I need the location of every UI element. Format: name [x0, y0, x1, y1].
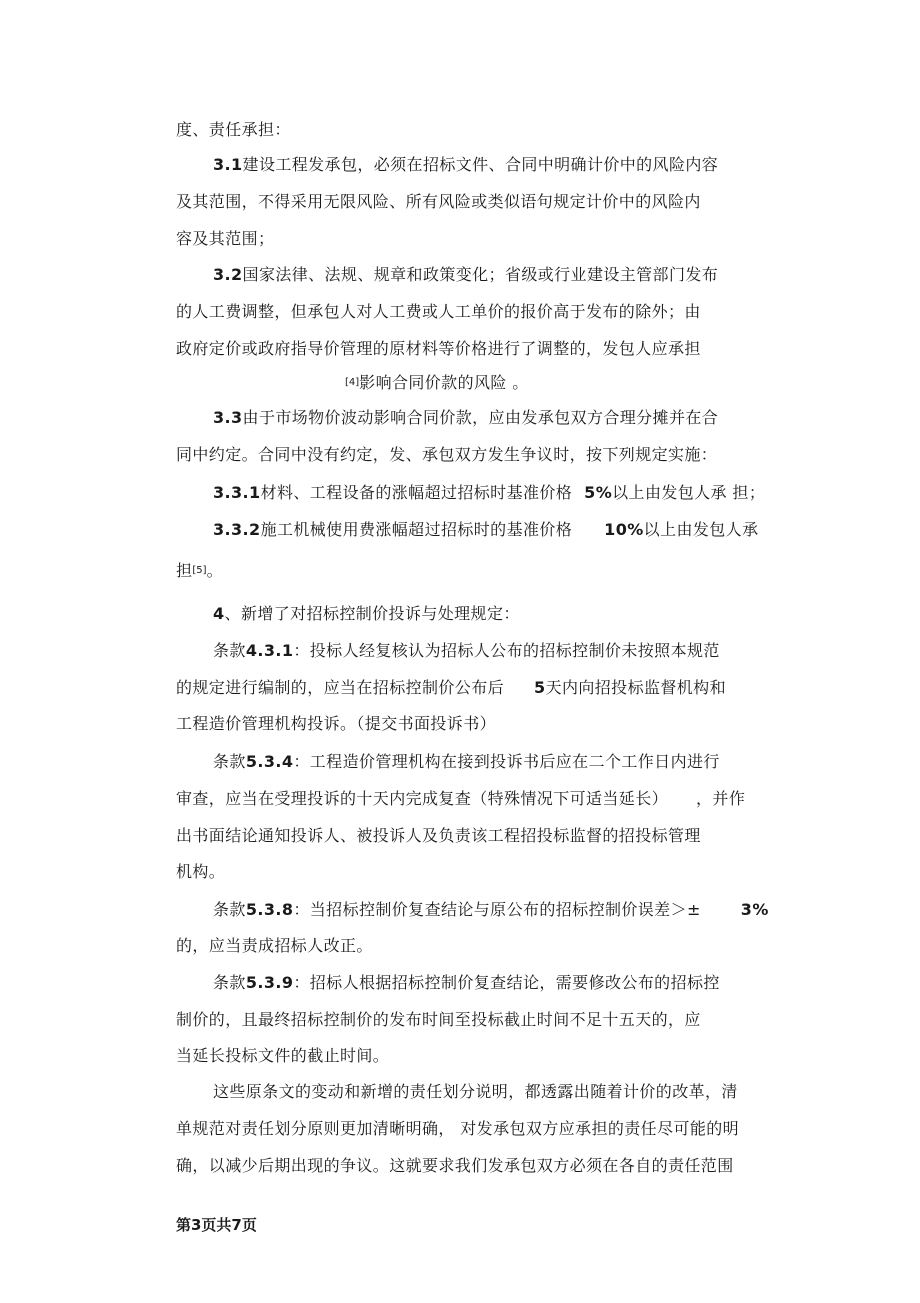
text-line [176, 714, 496, 734]
line-text: 以上由发包人承 [643, 520, 759, 539]
clause-number: 5.3.4 [245, 752, 294, 771]
line-text: 工程造价管理机构投诉。（提交书面投诉书） [176, 714, 497, 733]
page-number: 第3页共7页 [176, 1216, 257, 1234]
clause-3-2 [213, 265, 718, 285]
line-text: 的，应当责成招标人改正。 [176, 936, 373, 955]
line-text: 政府定价或政府指导价管理的原材料等价格进行了调整的，发包人应承担 [176, 339, 701, 358]
line-text: 当延长投标文件的截止时间。 [176, 1046, 390, 1065]
line-text: 单规范对责任划分原则更加清晰明确， 对发承包双方应承担的责任尽可能的明 [176, 1119, 740, 1138]
line-text: 、新增了对招标控制价投诉与处理规定： [224, 604, 520, 623]
text-line [176, 1119, 739, 1139]
text-line [176, 339, 701, 359]
line-text: 容及其范围； [176, 229, 275, 248]
reference-mark: [5] [192, 565, 207, 576]
clause-3-3-2 [213, 520, 758, 540]
text-line [176, 192, 701, 212]
line-text: ：招标人根据招标控制价复查结论，需要修改公布的招标控 [293, 973, 720, 992]
clause-number: 3.3.1 [213, 483, 261, 502]
clause-number: 3.2 [213, 265, 243, 284]
line-text: 确，以减少后期出现的争议。这就要求我们发承包双方必须在各自的责任范围 [176, 1156, 734, 1175]
clause-number: 5.3.9 [245, 973, 294, 992]
line-text: 及其范围，不得采用无限风险、所有风险或类似语句规定计价中的风险内 [176, 192, 701, 211]
line-text: 同中约定。合同中没有约定，发、承包双方发生争议时，按下列规定实施： [176, 445, 718, 464]
text-line [176, 229, 274, 249]
text-line [176, 678, 726, 698]
line-text: 的人工费调整，但承包人对人工费或人工单价的报价高于发布的除外；由 [176, 302, 701, 321]
clause-label: 条款 [213, 900, 246, 919]
text-line [213, 1082, 738, 1102]
clause-4-3-1 [213, 641, 720, 661]
line-text: 出书面结论通知投诉人、被投诉人及负责该工程招投标监督的招投标管理 [176, 826, 701, 845]
line-text: 影响合同价款的风险 。 [359, 373, 529, 392]
text-line [176, 561, 223, 581]
clause-label: 条款 [213, 641, 246, 660]
line-text: 以上由发包人承 担； [612, 483, 766, 502]
clause-number: 3.1 [213, 155, 243, 174]
line-text: 审查，应当在受理投诉的十天内完成复查（特殊情况下可适当延长） [176, 789, 661, 808]
clause-3-3 [213, 408, 718, 428]
line-text: 担 [176, 561, 193, 580]
clause-label: 条款 [213, 973, 246, 992]
percent-value: 10% [604, 520, 644, 539]
line-text: 建设工程发承包，必须在招标文件、合同中明确计价中的风险内容 [242, 155, 719, 174]
line-text: 这些原条文的变动和新增的责任划分说明，都透露出随着计价的改革，清 [213, 1082, 738, 1101]
text-line [176, 445, 717, 465]
text-line [176, 1156, 734, 1176]
clause-5-3-4 [213, 752, 720, 772]
line-text: 。 [206, 561, 223, 580]
line-text: ，并作 [696, 789, 746, 808]
clause-3-1 [213, 155, 718, 175]
text-line [176, 302, 701, 322]
percent-value: 3% [740, 900, 769, 919]
reference-mark: [4] [345, 377, 360, 388]
clause-5-3-8 [213, 900, 769, 920]
section-number: 4 [213, 604, 225, 623]
line-text: 度、责任承担： [176, 120, 291, 139]
text-line [345, 373, 529, 393]
clause-number: 4.3.1 [245, 641, 294, 660]
clause-5-3-9 [213, 973, 720, 993]
line-text: ：工程造价管理机构在接到投诉书后应在二个工作日内进行 [293, 752, 720, 771]
line-text: 机构。 [176, 862, 226, 881]
line-text: 施工机械使用费涨幅超过招标时的基准价格 [260, 520, 573, 539]
text-line [176, 1046, 389, 1066]
text-line [176, 826, 701, 846]
section-4-heading [213, 604, 520, 624]
line-text: ：投标人经复核认为招标人公布的招标控制价未按照本规范 [293, 641, 720, 660]
clause-label: 条款 [213, 752, 246, 771]
line-text: 国家法律、法规、规章和政策变化；省级或行业建设主管部门发布 [242, 265, 719, 284]
clause-number: 3.3.2 [213, 520, 261, 539]
line-text: 制价的，且最终招标控制价的发布时间至投标截止时间不足十五天的，应 [176, 1010, 701, 1029]
text-line [176, 1010, 701, 1030]
day-count: 5 [534, 678, 546, 697]
text-line [176, 936, 373, 956]
line-text: 材料、工程设备的涨幅超过招标时基准价格 [260, 483, 573, 502]
text-line [176, 862, 225, 882]
line-text: ：当招标控制价复查结论与原公布的招标控制价误差＞± [293, 900, 701, 919]
clause-number: 3.3 [213, 408, 243, 427]
line-text: 天内向招投标监督机构和 [545, 678, 726, 697]
clause-number: 5.3.8 [245, 900, 294, 919]
text-line [176, 789, 745, 809]
text-line [176, 120, 291, 140]
clause-3-3-1 [213, 483, 765, 503]
percent-value: 5% [584, 483, 613, 502]
line-text: 由于市场物价波动影响合同价款，应由发承包双方合理分摊并在合 [242, 408, 719, 427]
line-text: 的规定进行编制的，应当在招标控制价公布后 [176, 678, 505, 697]
